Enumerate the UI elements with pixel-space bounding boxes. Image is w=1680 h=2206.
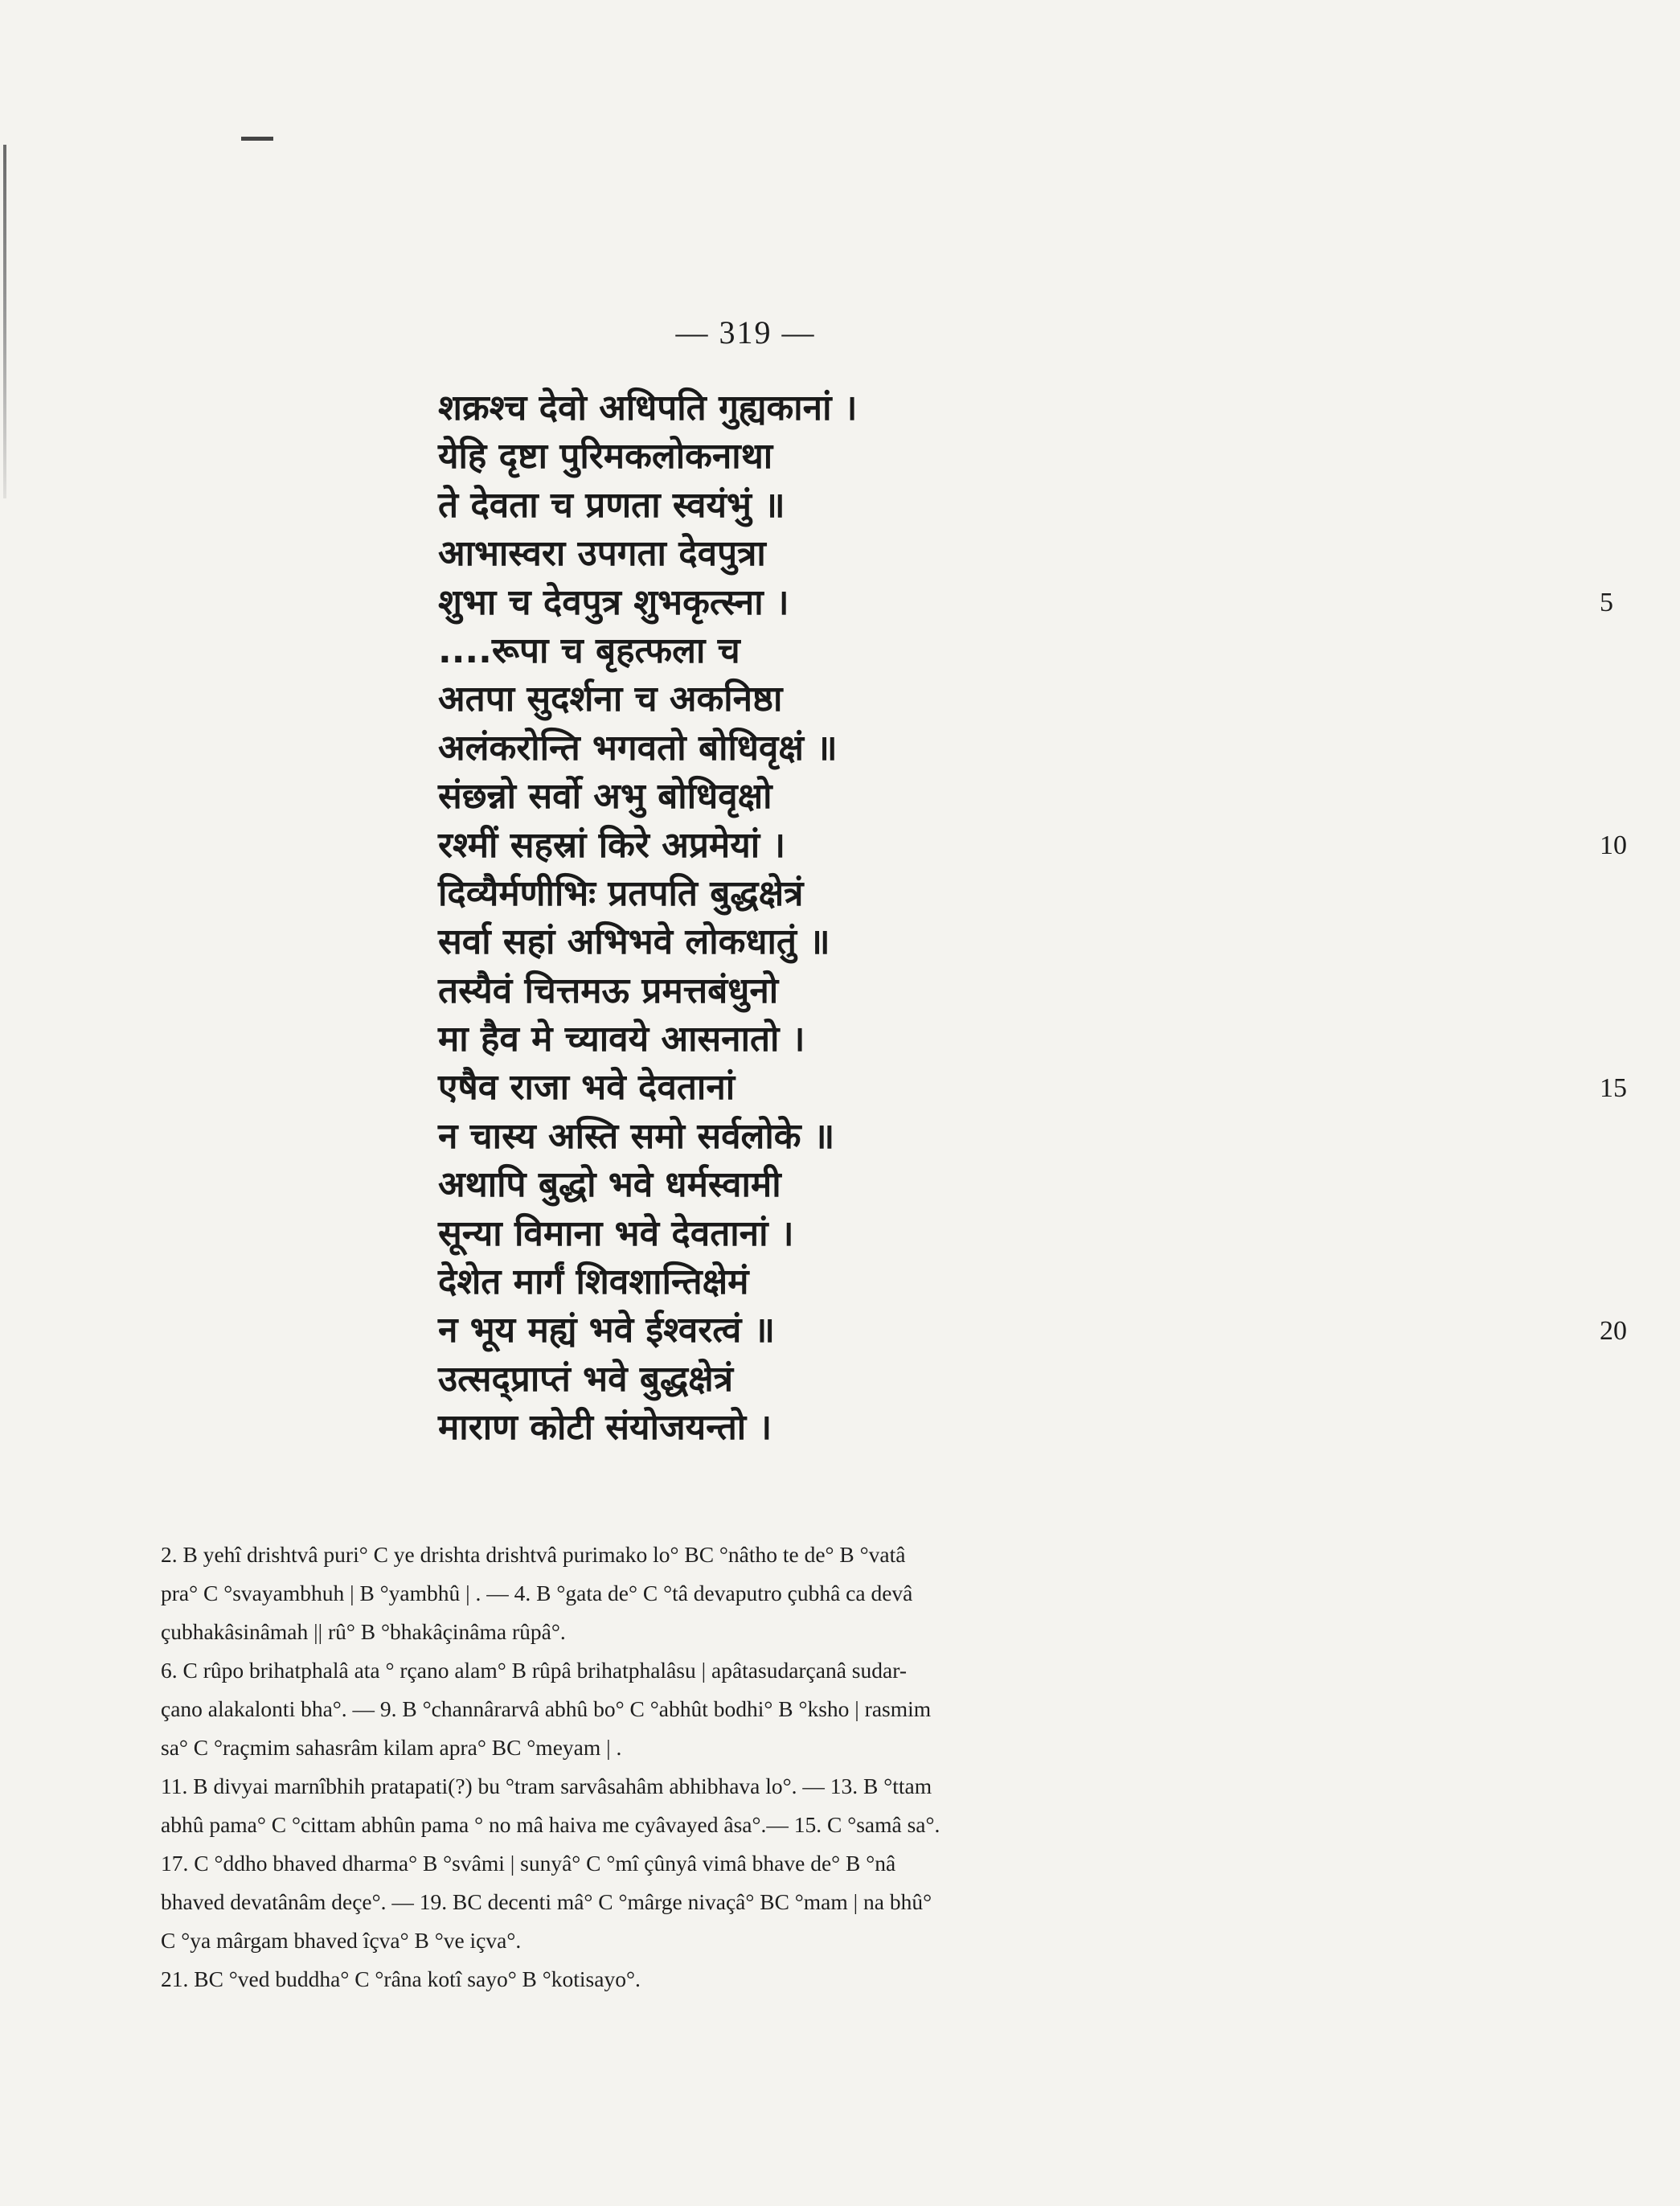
verse-line: अलंकरोन्ति भगवतो बोधिवृक्षं ॥ (438, 727, 838, 769)
verse-line: माराण कोटी संयोजयन्तो । (438, 1407, 772, 1449)
verse-line: शुभा च देवपुत्र शुभकृत्स्ना । (438, 581, 789, 623)
verse-line: न भूय मह्यं भवे ईश्वरत्वं ॥ (438, 1310, 776, 1351)
verse-line: सून्या विमाना भवे देवतानां । (438, 1212, 794, 1254)
verse-line: रश्मीं सहस्रां किरे अप्रमेयां । (438, 824, 786, 866)
line-number-15: 15 (1600, 1072, 1627, 1103)
verse-line: शक्रश्च देवो अधिपति गुह्यकानां । (438, 387, 858, 428)
critical-apparatus (161, 1536, 1194, 1999)
note-line: sa° C °raçmim sahasrâm kilam apra° BC °meyam | . (161, 1735, 622, 1760)
note-line: 17. C °ddho bhaved dharma° B °svâmi | sunyâ° C °mî çûnyâ vimâ bhave de° B °nâ (161, 1851, 896, 1876)
note-line: abhû pama° C °cittam abhûn pama ° no mâ haiva me cyâvayed âsa°.— 15. C °samâ sa°. (161, 1812, 940, 1837)
page-number: — 319 — (675, 314, 816, 351)
verse-line: मा हैव मे च्यावये आसनातो । (438, 1019, 805, 1060)
note-line: çano alakalonti bha°. — 9. B °channârarvâ abhû bo° C °abhût bodhi° B °ksho | rasmim (161, 1696, 932, 1721)
verse-line: येहि दृष्टा पुरिमकलोकनाथा (438, 436, 773, 478)
verse-line: ....रूपा च बृहत्फला च (438, 629, 740, 671)
note-line: bhaved devatânâm deçe°. — 19. BC decenti mâ° C °mârge nivaçâ° BC °mam | na bhû° (161, 1889, 932, 1914)
line-number-20: 20 (1600, 1315, 1627, 1346)
verse-line: न चास्य अस्ति समो सर्वलोके ॥ (438, 1115, 835, 1157)
verse-line: एषैव राजा भवे देवतानां (438, 1067, 736, 1109)
note-line: 21. BC °ved buddha° C °râna kotî sayo° B °kotisayo°. (161, 1966, 641, 1991)
verse-line: उत्सद्प्राप्तं भवे बुद्धक्षेत्रं (438, 1358, 734, 1400)
verse-line: संछन्नो सर्वो अभु बोधिवृक्षो (438, 776, 772, 818)
note-line: 2. B yehî drishtvâ puri° C ye drishta drishtvâ purimako lo° BC °nâtho te de° B °vatâ (161, 1542, 906, 1567)
verse-line: अतपा सुदर्शना च अकनिष्ठा (438, 679, 783, 720)
line-number-10: 10 (1600, 830, 1627, 860)
line-number-5: 5 (1600, 587, 1613, 617)
note-line: C °ya mârgam bhaved îçva° B °ve içva°. (161, 1928, 522, 1953)
note-line: 11. B divyai marnîbhih pratapati(?) bu °tram sarvâsahâm abhibhava lo°. — 13. B °ttam (161, 1773, 932, 1798)
scan-dash-mark (241, 137, 273, 141)
verse-block (438, 384, 1627, 1453)
verse-line: देशेत मार्गं शिवशान्तिक्षेमं (438, 1261, 749, 1303)
verse-line: अथापि बुद्धो भवे धर्मस्वामी (438, 1164, 781, 1206)
verse-line: सर्वा सहां अभिभवे लोकधातुं ॥ (438, 921, 830, 963)
note-line: çubhakâsinâmah || rû° B °bhakâçinâma rûpâ°. (161, 1619, 566, 1644)
note-line: pra° C °svayambhuh | B °yambhû | . — 4. B °gata de° C °tâ devaputro çubhâ ca devâ (161, 1581, 913, 1605)
verse-line: तस्यैवं चित्तमऊ प्रमत्तबंधुनो (438, 970, 779, 1011)
verse-line: आभास्वरा उपगता देवपुत्रा (438, 533, 766, 575)
verse-line: दिव्यैर्मणीभिः प्रतपति बुद्धक्षेत्रं (438, 872, 804, 914)
verse-line: ते देवता च प्रणता स्वयंभुं ॥ (438, 484, 785, 526)
note-line: 6. C rûpo brihatphalâ ata ° rçano alam° B rûpâ brihatphalâsu | apâtasudarçanâ sudar- (161, 1658, 907, 1683)
